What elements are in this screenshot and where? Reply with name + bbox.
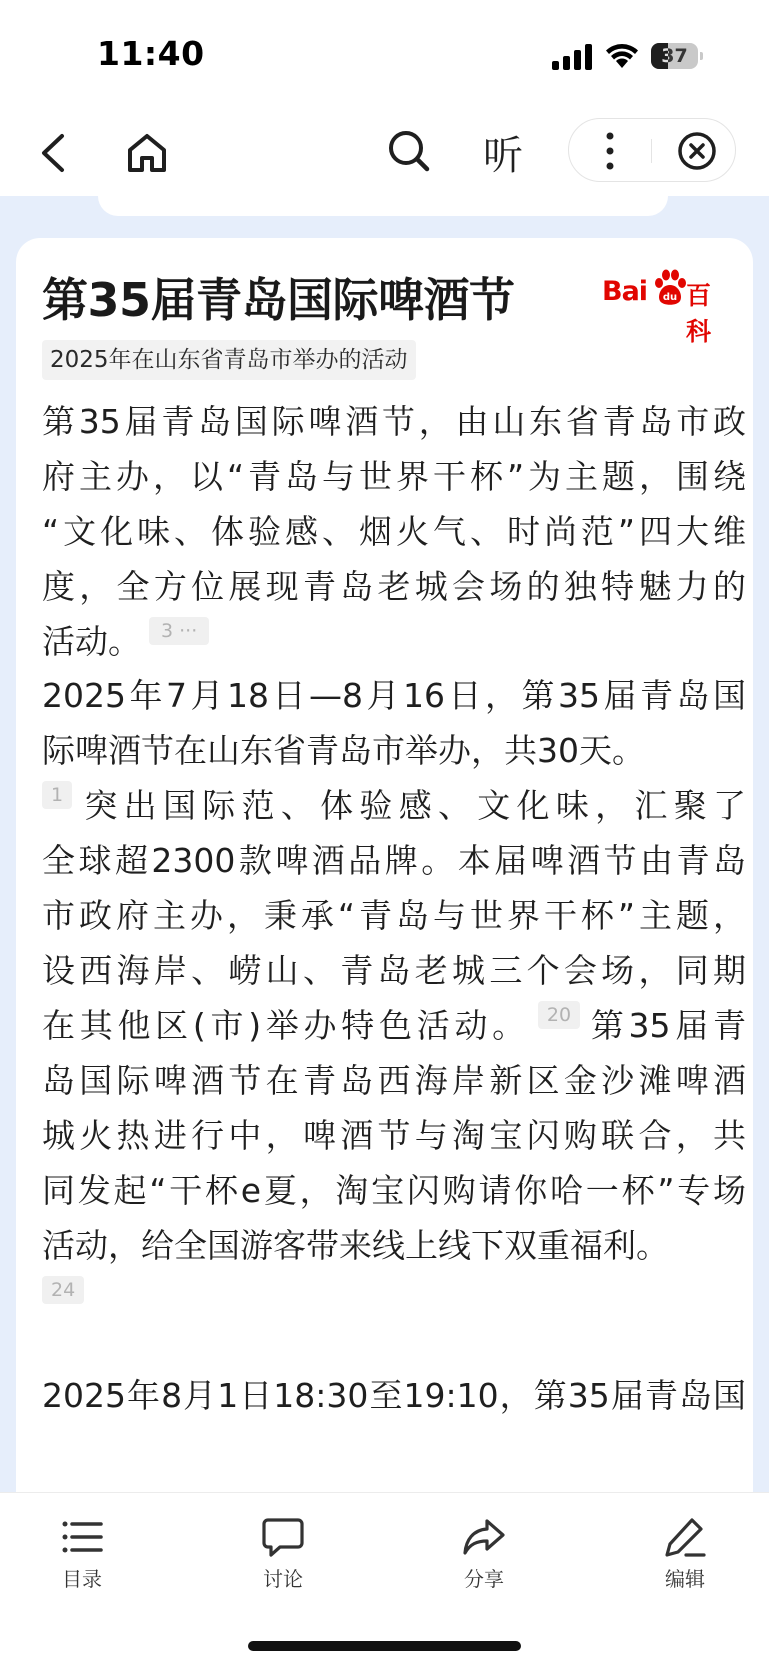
logo-baike-text: 百科 [686, 281, 711, 346]
paragraph-summary [42, 394, 746, 669]
reference-badge[interactable]: 3 ··· [149, 617, 209, 645]
status-time: 11:40 [97, 34, 205, 73]
search-icon[interactable] [386, 128, 432, 174]
text-segment: 第35届青 [586, 1006, 747, 1045]
back-icon[interactable] [34, 130, 74, 176]
text-line: 城火热进行中，啤酒节与淘宝闪购联合，共 [42, 1116, 746, 1155]
chat-bubble-icon [260, 1515, 306, 1559]
battery-icon [651, 43, 703, 69]
paragraph-next [42, 1368, 746, 1423]
previous-card-edge [98, 196, 668, 216]
home-indicator[interactable] [248, 1641, 521, 1651]
baike-card[interactable] [16, 238, 753, 1538]
entry-title[interactable]: 第35届青岛国际啤酒节 [42, 273, 515, 327]
text-segment: 在其他区(市)举办特色活动。 [42, 1006, 530, 1045]
baidu-paw-icon [652, 268, 688, 306]
close-icon[interactable] [675, 129, 719, 173]
discuss-button[interactable] [233, 1515, 333, 1592]
wifi-icon [604, 42, 640, 70]
top-nav [0, 110, 769, 196]
text-line: 2025年8月1日18:30至19:10，第35届青岛国 [42, 1376, 746, 1415]
bottom-toolbar [0, 1492, 769, 1665]
reference-badge[interactable]: 1 [42, 781, 72, 809]
text-line [42, 614, 746, 669]
text-segment: 突出国际范、体验感、文化味，汇聚了 [78, 786, 746, 825]
share-label: 分享 [464, 1567, 504, 1591]
share-button[interactable] [434, 1515, 534, 1592]
text-line: 设西海岸、崂山、青岛老城三个会场，同期 [42, 951, 746, 990]
discuss-label: 讨论 [263, 1567, 303, 1591]
list-icon [59, 1515, 105, 1559]
text-line: 2025年7月18日—8月16日，第35届青岛国 [42, 676, 746, 715]
text-line: 岛国际啤酒节在青岛西海岸新区金沙滩啤酒 [42, 1061, 746, 1100]
text-line [42, 1273, 746, 1328]
toc-button[interactable] [32, 1515, 132, 1592]
toc-label: 目录 [62, 1567, 102, 1591]
miniapp-capsule [568, 118, 736, 182]
baidu-baike-logo[interactable] [602, 268, 728, 346]
text-line: 市政府主办，秉承“青岛与世界干杯”主题， [42, 896, 746, 935]
text-line [42, 778, 746, 833]
logo-bai-text: Bai [602, 276, 648, 307]
paragraph-detail [42, 668, 746, 1328]
capsule-divider [651, 139, 652, 163]
listen-button[interactable]: 听 [483, 133, 523, 179]
edit-label: 编辑 [665, 1567, 705, 1591]
text-segment: 活动。 [42, 622, 141, 661]
text-line: 度，全方位展现青岛老城会场的独特魅力的 [42, 567, 746, 606]
text-line: 际啤酒节在山东省青岛市举办，共30天。 [42, 731, 645, 770]
edit-button[interactable] [635, 1515, 735, 1592]
text-line: 第35届青岛国际啤酒节，由山东省青岛市政 [42, 402, 746, 441]
text-line: 活动，给全国游客带来线上线下双重福利。 [42, 1226, 669, 1265]
svg-text:du: du [662, 292, 678, 303]
share-arrow-icon [461, 1515, 507, 1559]
text-line [42, 998, 746, 1053]
pencil-icon [662, 1515, 708, 1559]
reference-badge[interactable]: 20 [538, 1001, 580, 1029]
text-line: “文化味、体验感、烟火气、时尚范”四大维 [42, 512, 746, 551]
entry-subtitle: 2025年在山东省青岛市举办的活动 [42, 340, 416, 380]
signal-icon [552, 44, 592, 70]
home-icon[interactable] [124, 130, 170, 176]
status-bar [0, 0, 769, 110]
text-line: 同发起“干杯e夏，淘宝闪购请你哈一杯”专场 [42, 1171, 746, 1210]
reference-badge[interactable]: 24 [42, 1276, 84, 1304]
battery-level: 37 [661, 45, 688, 67]
text-line: 府主办，以“青岛与世界干杯”为主题，围绕 [42, 457, 746, 496]
more-icon[interactable] [605, 131, 615, 171]
text-line: 全球超2300款啤酒品牌。本届啤酒节由青岛 [42, 841, 746, 880]
